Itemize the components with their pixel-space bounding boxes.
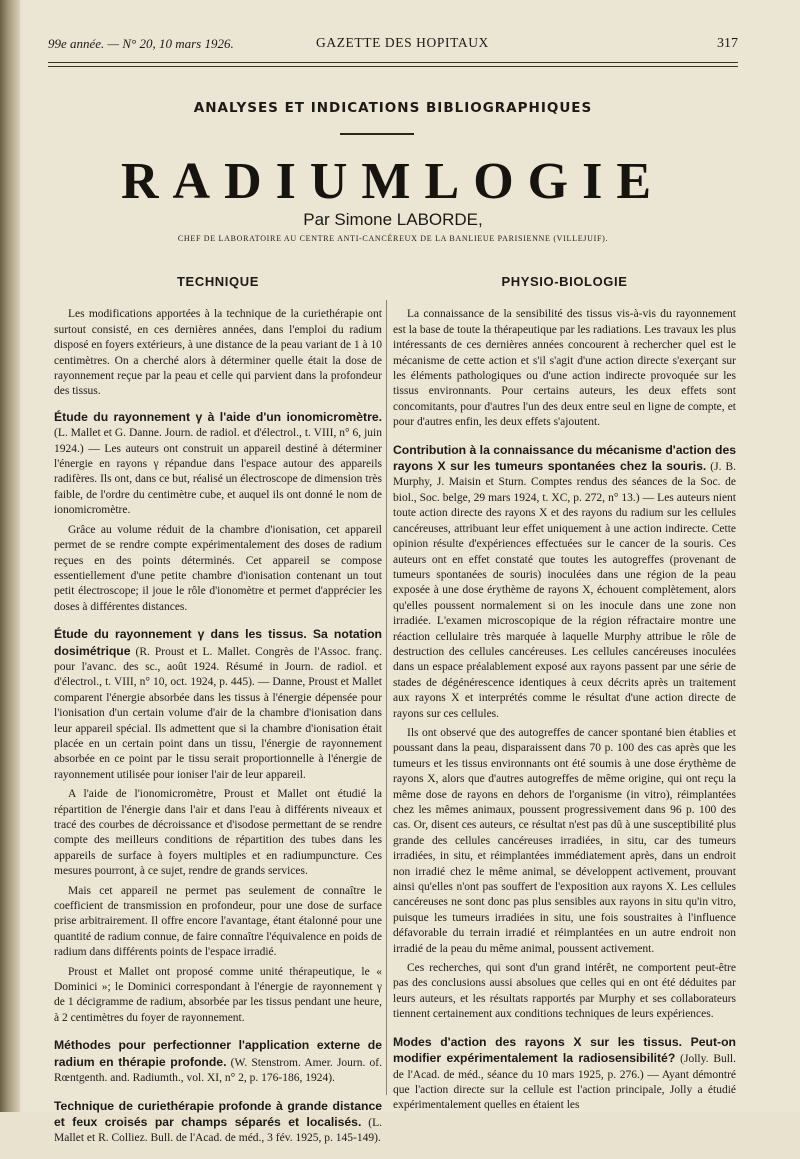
article-entry <box>393 1035 736 1114</box>
technique-heading: TECHNIQUE <box>177 274 259 289</box>
article-entry <box>54 627 382 783</box>
book-spine <box>0 0 20 1112</box>
running-head <box>48 36 738 54</box>
paragraph: Grâce au volume réduit de la chambre d'ionisation, cet appareil permet de se rendre compte expérimentalement des doses de radium reçues en des points déterminés. Cet appareil se compose essentiellement d'une petite chambre d'ionisation contenant un tout petit électroscope; il joue le rôle d'ionomètre et permet d'apprécier les doses à différentes distances. <box>54 523 382 613</box>
article-body: — Danne, Proust et Mallet comparent l'énergie absorbée dans les tissus à l'énergie dépensée pour l'ionisation d'un certain volume d'air de la chambre d'ionisation dans leur appareil spécial. Ils admettent que si la chambre d'ionisation était placée en un certain point dans un tissu, l'énergie de rayonnement absorbée en ce point par le tissu serait proportionnelle à l'énergie de rayonnement utilisée pour ioniser l'air de leur appareil. <box>54 676 382 781</box>
article-title: Étude du rayonnement γ à l'aide d'un ionomicromètre. <box>54 409 382 424</box>
paragraph: Proust et Mallet ont proposé comme unité thérapeutique, le « Dominici »; le Dominici correspondant à l'énergie de rayonnement γ de 1 décigramme de radium, absorbée par les tissus pendant une heure, à 2 centimètres du foyer de rayonnement. <box>54 965 382 1024</box>
main-title: RADIUMLOGIE <box>120 153 666 210</box>
article-body: — Les auteurs ont construit un appareil destiné à déterminer l'énergie en rayons γ répandue dans l'espace autour des appareils radifères. Ils ont, dans ce but, réalisé un électroscope de dimension très faible, de l'ordre du centimètre cube, et auquel ils ont donné le nom de ionomicromètre. <box>54 442 382 517</box>
section-title: ANALYSES ET INDICATIONS BIBLIOGRAPHIQUES <box>193 100 593 116</box>
left-column <box>54 268 382 1159</box>
title-divider <box>340 133 414 135</box>
article-title: Technique de curiethérapie profonde à grande distance et feux croisés par champs séparés et localisés. <box>54 1098 382 1129</box>
column-divider <box>386 300 387 1095</box>
article-reference: (W. Stenstrom. Amer. Journ. of. Rœntgenth. and. Radiumth., vol. XI, n° 2, p. 176-186, 1924). <box>54 1056 382 1085</box>
article-entry <box>54 410 382 519</box>
article-reference: (J. B. Murphy, J. Maisin et Sturn. Comptes rendus des séances de la Soc. de biol., Soc. belge, 29 mars 1924, t. XC, p. 272, n° 13.) <box>393 461 737 504</box>
physio-intro: La connaissance de la sensibilité des tissus vis-à-vis du rayonnement est la base de toute la thérapeutique par les radiations. Les travaux les plus intéressants de ces dernières années concourent à rechercher quel est le mécanisme de cette action et s'il s'agit d'une action directe s'exerçant sur les éléments pathologiques ou d'une action indirecte provoquée sur les tissus environnants. Pour certains auteurs, les deux effets sont concomitants, pour d'autres l'un des deux entre seul en ligne de compte, et pour d'autres enfin, les deux effets s'ajoutent. <box>393 308 736 429</box>
paragraph: Ces recherches, qui sont d'un grand intérêt, ne comportent peut-être pas des conclusions aussi absolues que celles qui en ont été déduites par leurs auteurs, et les résultats rapportés par Murphy et ses collaborateurs tiennent certainement aux conditions techniques de leurs expériences. <box>393 962 736 1021</box>
paragraph: Ils ont observé que des autogreffes de cancer spontané bien établies et poussant dans la peau, disparaissent dans 70 p. 100 des cas après que les tumeurs et les tissus environnants ont été soumis à une dose érythème de rayons X, alors que d'autres autogreffes de même origine, qui ont reçu la même dose de rayons en dehors de l'organisme (in vitro), réimplantées chez les mêmes animaux, poussent progressivement dans 96 p. 100 des cas. Or, disent ces auteurs, ce résultat n'est pas dû à une susceptibilité plus grande des cellules cancéreuses irradiées, in situ, car des tumeurs irradiées, in situ, et réimplantées immédiatement après, dans un endroit non irradié chez le même animal, se développent activement, prouvant ainsi qu'elles n'ont pas souffert de l'exposition aux rayons X. Les cellules cancéreuses ne sont donc pas plus sensibles aux rayons in situ qu'in vitro, puisque les tumeurs irradiées in situ, une fois soustraites à l'influence défavorable du terrain irradié et réimplantées en un autre endroit non irradié de la peau du même animal, poussent activement. <box>393 726 736 955</box>
article-title: Modes d'action des rayons X sur les tissus. Peut-on modifier expérimentalement la radiosensibilité? <box>393 1034 736 1066</box>
issue-info: 99e année. — N° 20, 10 mars 1926. <box>48 36 234 51</box>
paragraph: Mais cet appareil ne permet pas seulement de connaître le coefficient de transmission en profondeur, pour une dose de surface prise arbitrairement. Il offre encore l'avantage, étant étalonné pour une quantité de radium connue, de faire connaître l'équivalence en poids de radium dans différents points de l'espace irradié. <box>54 884 382 959</box>
article-entry <box>54 1099 382 1147</box>
paragraph: A l'aide de l'ionomicromètre, Proust et Mallet ont étudié la répartition de l'énergie dans l'air et dans l'eau à différents niveaux et tracé des courbes de décroissance et d'isodose permettant de se rendre compte des meilleurs conditions de répartition des tubes dans les appareils de surface à foyers multiples et en radiumpuncture. Ces mesures pourront, à ce sujet, rendre de grands services. <box>54 788 382 878</box>
article-title: Contribution à la connaissance du mécanisme d'action des rayons X sur les tumeurs spontanées chez la souris. <box>393 442 736 474</box>
article-entry <box>54 1038 382 1086</box>
article-title: Méthodes pour perfectionner l'application externe de radium en thérapie profonde. <box>54 1038 382 1069</box>
header-rule-second <box>48 66 738 67</box>
journal-name: GAZETTE DES HOPITAUX <box>316 35 489 50</box>
physio-biologie-heading: PHYSIO-BIOLOGIE <box>501 274 628 289</box>
right-column <box>393 268 736 1126</box>
author-byline: Par Simone LABORDE, <box>303 210 483 229</box>
author-affiliation: CHEF DE LABORATOIRE AU CENTRE ANTI-CANCÉREUX DE LA BANLIEUE PARISIENNE (VILLEJUIF). <box>177 234 609 243</box>
page-number: 317 <box>717 36 738 51</box>
technique-intro: Les modifications apportées à la technique de la curiethérapie ont surtout consisté, en ces dernières années, dans l'emploi du radium disposé en foyers extérieurs, à une distance de la peau variant de 1 à 10 centimètres. On a cherché alors à déterminer quelle était la dose de rayonnement reçue par la peau et celle qui parvient dans la profondeur des tissus. <box>54 308 382 398</box>
header-rule <box>48 62 738 63</box>
article-body: — Ayant démontré que l'action directe sur la cellule est l'action principale, Jolly a étudié expérimentalement quelles en étaient les <box>393 1068 736 1112</box>
article-reference: (L. Mallet et G. Danne. Journ. de radiol. et d'électrol., t. VIII, n° 6, juin 1924.) <box>54 427 382 455</box>
article-title: Étude du rayonnement γ dans les tissus. Sa notation dosimétrique <box>54 627 382 658</box>
article-reference: (Jolly. Bull. de l'Acad. de méd., séance du 10 mars 1925, p. 276.) <box>393 1053 737 1081</box>
article-reference: (R. Proust et L. Mallet. Congrès de l'Assoc. franç. pour l'avanc. des sc., août 1924. Résumé in Journ. de radiol. et d'électrol., t. VIII, n° 10, oct. 1924, p. 445). <box>54 645 383 689</box>
article-entry <box>393 443 736 722</box>
article-body: — Les auteurs nient toute action directe des rayons X et des rayons du radium sur les cellules cancéreuses, attribuant leur effet uniquement à une action indirecte. Cette opinion résulte d'expériences effectuées sur le cancer de la souris. Ces auteurs ont en effet constaté que toutes les autogreffes (provenant de tumeurs spontanées de souris) inoculées dans une région de la peau exposée à une dose érythème de rayons X, échouent complètement, alors qu'elles poussent normalement si on les inocule dans une zone non irradiée. L'examen microscopique de la région réfractaire montre une réaction cellulaire très marquée à laquelle Murphy attribue le rôle de destruction des cellules cancéreuses. Les cellules cancéreuses inoculées dans un espace préalablement exposé aux rayons passent par une série de stades de dégénérescence identiques à ceux décrits après un traitement aux rayons X et interprétés comme le résultat d'une action directe de rayons sur ces cellules. <box>393 491 737 720</box>
article-reference: (L. Mallet et R. Colliez. Bull. de l'Acad. de méd., 3 fév. 1925, p. 145-149). <box>54 1116 383 1145</box>
